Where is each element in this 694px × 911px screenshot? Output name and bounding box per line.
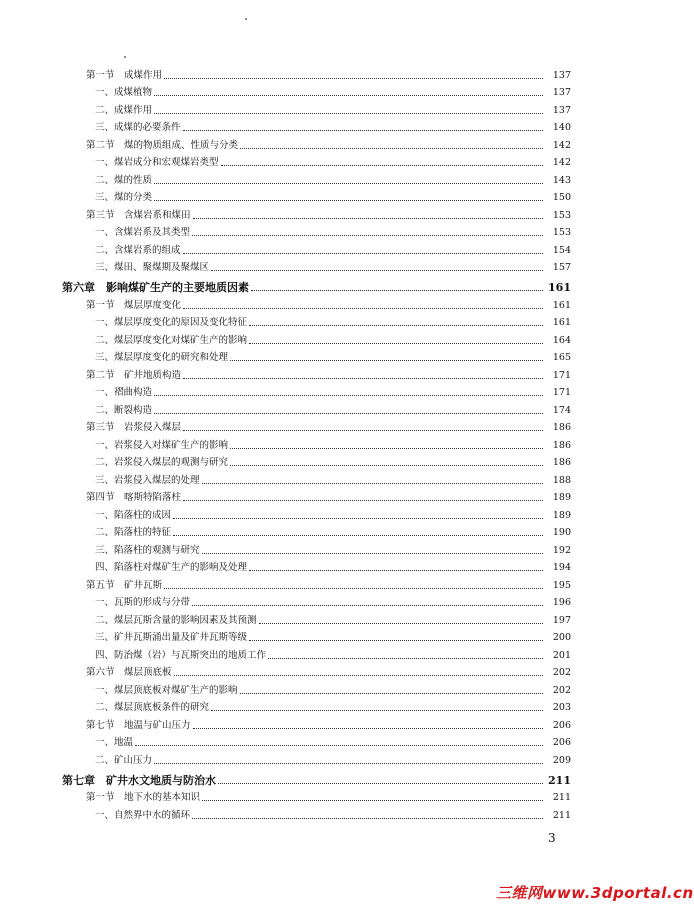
dot-leader: [192, 605, 543, 606]
toc-entry-section: [0, 294, 664, 312]
toc-entry-section: [0, 487, 664, 505]
toc-entry-title: 一、岩浆侵入对煤矿生产的影响: [95, 439, 229, 451]
dot-leader: [183, 430, 543, 431]
toc-entry-title: 第三节 岩浆侵入煤层: [86, 422, 182, 433]
toc-entry-page: 202: [552, 684, 571, 696]
toc-entry-page: 137: [552, 69, 571, 81]
toc-entry-title: 三、煤田、聚煤期及聚煤区: [95, 262, 210, 273]
dot-leader: [135, 745, 543, 746]
toc-entry-page: 174: [552, 404, 571, 416]
dot-leader: [192, 235, 543, 236]
toc-entry-page: 188: [552, 474, 571, 486]
toc-entry-title: 一、煤层厚度变化的原因及变化特征: [95, 317, 248, 328]
dot-leader: [183, 378, 543, 379]
toc-entry-title: 三、岩浆侵入煤层的处理: [95, 474, 200, 486]
dot-leader: [240, 693, 543, 694]
dot-leader: [164, 78, 543, 79]
dot-leader: [154, 113, 543, 114]
toc-entry-page: 153: [552, 209, 571, 221]
toc-entry-sub: [0, 609, 664, 627]
toc-entry-page: 186: [552, 422, 571, 433]
toc-entry-sub: [0, 239, 664, 257]
dot-leader: [173, 535, 543, 536]
dot-leader: [240, 148, 543, 149]
dot-leader: [211, 270, 543, 271]
toc-entry-section: [0, 787, 664, 805]
toc-entry-page: 201: [552, 649, 571, 661]
toc-entry-page: 211: [552, 809, 571, 821]
toc-entry-page: 142: [552, 139, 571, 151]
toc-entry-sub: [0, 347, 664, 365]
toc-entry-section: [0, 574, 664, 592]
dot-leader: [154, 183, 543, 184]
toc-entry-title: 四、防治煤（岩）与瓦斯突出的地质工作: [95, 649, 267, 661]
toc-entry-title: 二、煤层厚度变化对煤矿生产的影响: [95, 334, 248, 346]
toc-entry-page: 195: [552, 579, 571, 591]
toc-entry-sub: [0, 99, 664, 117]
toc-entry-sub: [0, 117, 664, 135]
dot-leader: [183, 308, 543, 309]
dot-leader: [173, 518, 543, 519]
toc-entry-page: 165: [552, 352, 571, 363]
toc-entry-page: 161: [552, 299, 571, 311]
toc-entry-title: 三、成煤的必要条件: [95, 122, 181, 133]
dot-leader: [193, 728, 543, 729]
scan-speck: [245, 18, 247, 20]
dot-leader: [249, 570, 543, 571]
dot-leader: [154, 95, 543, 96]
toc-entry-page: 203: [552, 702, 571, 713]
toc-entry-title: 二、煤的性质: [95, 174, 153, 186]
dot-leader: [230, 465, 543, 466]
toc-entry-title: 二、煤层瓦斯含量的影响因素及其预测: [95, 614, 257, 626]
toc-entry-page: 143: [552, 174, 571, 186]
toc-entry-section: [0, 64, 664, 82]
toc-entry-sub: [0, 82, 664, 100]
toc-entry-title: 一、褶曲构造: [95, 387, 153, 398]
watermark-logo: 三维网www.3dportal.cn: [496, 884, 694, 902]
toc-entry-sub: [0, 329, 664, 347]
dot-leader: [230, 448, 543, 449]
toc-entry-sub: [0, 312, 664, 330]
toc-entry-sub: [0, 152, 664, 170]
toc-entry-sub: [0, 399, 664, 417]
toc-entry-title: 三、矿井瓦斯涌出量及矿井瓦斯等级: [95, 632, 248, 643]
scan-speck: [124, 56, 126, 58]
dot-leader: [259, 623, 543, 624]
toc-entry-title: 二、矿山压力: [95, 754, 153, 766]
toc-entry-title: 三、煤的分类: [95, 192, 153, 203]
toc-entry-page: 196: [552, 597, 571, 608]
dot-leader: [154, 395, 543, 396]
toc-entry-title: 第三节 含煤岩系和煤田: [86, 209, 191, 221]
dot-leader: [230, 360, 543, 361]
toc-entry-page: 161: [548, 281, 571, 294]
toc-entry-page: 206: [552, 719, 571, 731]
toc-entry-sub: [0, 469, 664, 487]
toc-entry-page: 137: [552, 87, 571, 98]
toc-entry-sub: [0, 257, 664, 275]
toc-entry-title: 第二节 煤的物质组成、性质与分类: [86, 139, 239, 151]
toc-entry-title: 第六章 影响煤矿生产的主要地质因素: [62, 281, 249, 294]
toc-entry-title: 二、岩浆侵入煤层的观测与研究: [95, 457, 229, 468]
toc-entry-section: [0, 417, 664, 435]
dot-leader: [154, 200, 543, 201]
toc-entry-page: 140: [552, 122, 571, 133]
toc-entry-sub: [0, 732, 664, 750]
toc-entry-sub: [0, 592, 664, 610]
toc-entry-page: 190: [552, 527, 571, 538]
dot-leader: [192, 818, 543, 819]
toc-entry-title: 第一节 煤层厚度变化: [86, 299, 182, 311]
toc-entry-page: 200: [552, 632, 571, 643]
toc-entry-title: 第七节 地温与矿山压力: [86, 719, 191, 731]
toc-entry-sub: [0, 169, 664, 187]
toc-entry-sub: [0, 187, 664, 205]
dot-leader: [249, 343, 543, 344]
toc-entry-title: 二、断裂构造: [95, 404, 153, 416]
toc-entry-title: 一、煤层顶底板对煤矿生产的影响: [95, 684, 238, 696]
toc-entry-page: 154: [552, 244, 571, 256]
toc-entry-page: 150: [552, 192, 571, 203]
toc-entry-title: 三、陷落柱的观测与研究: [95, 544, 200, 556]
toc-entry-title: 一、瓦斯的形成与分带: [95, 597, 191, 608]
dot-leader: [174, 675, 543, 676]
toc-entry-title: 第五节 矿井瓦斯: [86, 579, 163, 591]
dot-leader: [202, 553, 543, 554]
toc-entry-title: 二、成煤作用: [95, 104, 153, 116]
dot-leader: [268, 658, 543, 659]
toc-entry-chapter: [0, 274, 664, 294]
dot-leader: [211, 710, 543, 711]
dot-leader: [251, 290, 543, 291]
toc-entry-sub: [0, 434, 664, 452]
toc-entry-page: 186: [552, 439, 571, 451]
dot-leader: [154, 413, 543, 414]
toc-entry-page: 137: [552, 104, 571, 116]
toc-entry-page: 206: [552, 737, 571, 748]
dot-leader: [183, 130, 543, 131]
toc-entry-page: 192: [552, 544, 571, 556]
toc-entry-section: [0, 662, 664, 680]
dot-leader: [193, 218, 543, 219]
toc-entry-title: 第六节 煤层顶底板: [86, 667, 172, 678]
toc-entry-sub: [0, 804, 664, 822]
dot-leader: [202, 483, 543, 484]
toc-entry-title: 三、煤层厚度变化的研究和处理: [95, 352, 229, 363]
dot-leader: [154, 763, 543, 764]
toc-entry-section: [0, 204, 664, 222]
toc-entry-page: 194: [552, 562, 571, 573]
toc-entry-page: 202: [552, 667, 571, 678]
toc-entry-page: 164: [552, 334, 571, 346]
toc-entry-title: 二、含煤岩系的组成: [95, 244, 181, 256]
toc-entry-title: 一、自然界中水的循环: [95, 809, 191, 821]
dot-leader: [183, 500, 543, 501]
dot-leader: [249, 325, 543, 326]
toc-entry-sub: [0, 522, 664, 540]
dot-leader: [202, 800, 543, 801]
toc-entry-page: 157: [552, 262, 571, 273]
toc-entry-page: 171: [552, 369, 571, 381]
toc-entry-page: 171: [552, 387, 571, 398]
toc-entry-page: 197: [552, 614, 571, 626]
toc-entry-sub: [0, 749, 664, 767]
toc-entry-sub: [0, 679, 664, 697]
toc-entry-page: 209: [552, 754, 571, 766]
toc-entry-sub: [0, 697, 664, 715]
toc-entry-sub: [0, 539, 664, 557]
toc-entry-page: 142: [552, 157, 571, 168]
toc-entry-title: 四、陷落柱对煤矿生产的影响及处理: [95, 562, 248, 573]
toc-entry-section: [0, 714, 664, 732]
toc-entry-sub: [0, 557, 664, 575]
toc-entry-sub: [0, 644, 664, 662]
toc-entry-title: 一、煤岩成分和宏观煤岩类型: [95, 157, 219, 168]
dot-leader: [183, 253, 543, 254]
toc-entry-title: 第二节 矿井地质构造: [86, 369, 182, 381]
toc-entry-title: 第四节 喀斯特陷落柱: [86, 492, 182, 503]
dot-leader: [249, 640, 543, 641]
toc-entry-page: 211: [552, 792, 571, 803]
toc-entry-title: 一、陷落柱的成因: [95, 509, 172, 521]
toc-entry-title: 一、成煤植物: [95, 87, 153, 98]
dot-leader: [218, 783, 543, 784]
toc-entry-sub: [0, 452, 664, 470]
toc-entry-page: 211: [548, 773, 571, 787]
page-number: 3: [548, 831, 556, 845]
toc-entry-page: 189: [552, 492, 571, 503]
toc-entry-sub: [0, 627, 664, 645]
toc-entry-sub: [0, 382, 664, 400]
toc-entry-page: 186: [552, 457, 571, 468]
toc-entry-page: 153: [552, 227, 571, 238]
toc-entry-page: 161: [552, 317, 571, 328]
toc-entry-section: [0, 364, 664, 382]
table-of-contents: [0, 64, 664, 822]
dot-leader: [221, 165, 543, 166]
toc-entry-title: 第七章 矿井水文地质与防治水: [62, 773, 216, 787]
toc-entry-title: 一、地温: [95, 737, 134, 748]
dot-leader: [164, 588, 543, 589]
toc-entry-sub: [0, 222, 664, 240]
toc-entry-sub: [0, 504, 664, 522]
toc-entry-title: 二、陷落柱的特征: [95, 527, 172, 538]
toc-entry-title: 第一节 地下水的基本知识: [86, 792, 201, 803]
toc-entry-title: 二、煤层顶底板条件的研究: [95, 702, 210, 713]
toc-entry-chapter: [0, 767, 664, 787]
toc-entry-title: 第一节 成煤作用: [86, 69, 163, 81]
toc-entry-section: [0, 134, 664, 152]
toc-entry-title: 一、含煤岩系及其类型: [95, 227, 191, 238]
toc-entry-page: 189: [552, 509, 571, 521]
